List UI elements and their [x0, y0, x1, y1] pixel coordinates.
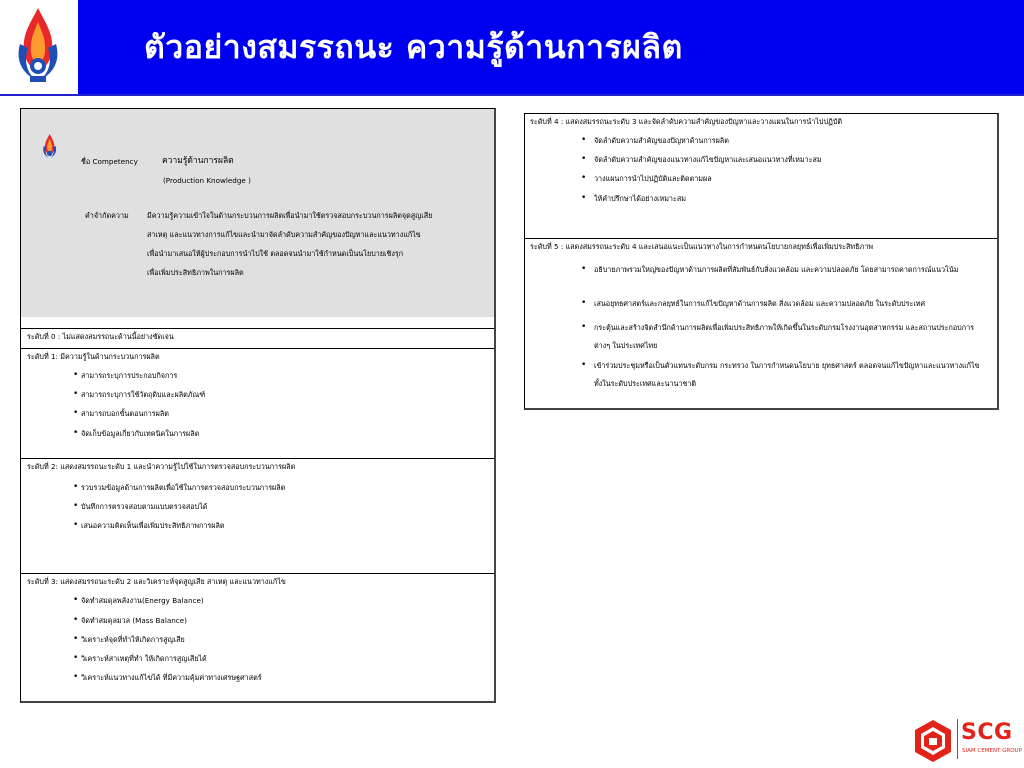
list-item: • จัดลำดับความสำคัญของปัญหาด้านการผลิต	[594, 136, 986, 145]
definition-label: คำจำกัดความ	[85, 211, 129, 220]
level-5-section	[525, 238, 997, 409]
list-item: • เสนอยุทธศาสตร์และกลยุทธ์ในการแก้ไขปัญหาด้านการผลิต สิ่งแวดล้อม และความปลอดภัย ในระดับประเทศ	[594, 299, 986, 308]
list-item: • อธิบายภาพรวมใหญ่ของปัญหาด้านการผลิตที่สัมพันธ์กับสิ่งแวดล้อม และความปลอดภัย โดยสามารถคาดการณ์แนวโน้ม	[594, 261, 986, 279]
competency-panel-right	[524, 113, 999, 410]
competency-panel-left	[20, 108, 496, 703]
list-item: • สามารถระบุการประกอบกิจการ	[81, 371, 177, 380]
scg-logo	[912, 716, 1024, 768]
competency-name-en: (Production Knowledge )	[163, 176, 251, 185]
level-2-section	[21, 458, 494, 574]
list-item: • จัดลำดับความสำคัญของแนวทางแก้ไขปัญหาและเสนอแนวทางที่เหมาะสม	[594, 155, 986, 164]
list-item: • เสนอความคิดเห็นเพื่อเพิ่มประสิทธิภาพการผลิต	[81, 521, 225, 530]
definition-line: มีความรู้ความเข้าใจในด้านกระบวนการผลิตเพื่อนำมาใช้ตรวจสอบกระบวนการผลิตจุดสูญเสีย	[147, 211, 433, 220]
list-item: • บันทึกการตรวจสอบตามแบบตรวจสอบได้	[81, 502, 207, 511]
list-item: • ให้คำปรึกษาได้อย่างเหมาะสม	[594, 194, 986, 203]
definition-line: สาเหตุ และแนวทางการแก้ไขและนำมาจัดลำดับความสำคัญของปัญหาและแนวทางแก้ไข	[147, 230, 421, 239]
competency-name-label: ชื่อ Competency	[81, 157, 138, 166]
level-4-section	[525, 114, 997, 238]
level-1-section	[21, 348, 494, 459]
list-item: • สามารถบอกขั้นตอนการผลิต	[81, 409, 169, 418]
list-item: • วางแผนการนำไปปฏิบัติและติดตามผล	[594, 174, 986, 183]
title-bar	[78, 0, 1024, 94]
ministry-small-logo-icon	[37, 128, 63, 166]
level-0-title: ระดับที่ 0 : ไม่แสดงสมรรถนะด้านนี้อย่างชัดเจน	[27, 332, 174, 341]
level-2-title: ระดับที่ 2: แสดงสมรรถนะระดับ 1 และนำความรู้ไปใช้ในการตรวจสอบกระบวนการผลิต	[27, 462, 296, 471]
level-0-section	[21, 328, 494, 349]
level-4-title: ระดับที่ 4 : แสดงสมรรถนะระดับ 3 และจัดลำดับความสำคัญของปัญหาและวางแผนในการนำไปปฏิบัติ	[530, 117, 843, 126]
header	[0, 0, 1024, 94]
scg-brand-subtitle: SIAM CEMENT GROUP	[962, 748, 1022, 754]
list-item: • จัดทำสมดุลมวล (Mass Balance)	[81, 616, 187, 625]
list-item: • จัดเก็บข้อมูลเกี่ยวกับเทคนิคในการผลิต	[81, 429, 199, 438]
definition-line: เพื่อนำมาเสนอให้ผู้ประกอบการนำไปใช้ ตลอดจนนำมาใช้กำหนดเป็นนโยบายเชิงรุก	[147, 249, 404, 258]
competency-name-value: ความรู้ด้านการผลิต	[162, 156, 234, 166]
level-3-title: ระดับที่ 3: แสดงสมรรถนะระดับ 2 และวิเคราะห์จุดสูญเสีย สาเหตุ และแนวทางแก้ไข	[27, 577, 286, 586]
list-item: • วิเคราะห์สาเหตุที่ทำ ให้เกิดการสูญเสียได้	[81, 654, 207, 663]
page-title: ตัวอย่างสมรรถนะ ความรู้ด้านการผลิต	[144, 28, 683, 66]
list-item: • รวบรวมข้อมูลด้านการผลิตเพื่อใช้ในการตรวจสอบกระบวนการผลิต	[81, 483, 285, 492]
competency-header-block	[21, 109, 494, 317]
level-3-section	[21, 573, 494, 702]
list-item: • สามารถระบุการใช้วัตถุดิบและผลิตภัณฑ์	[81, 390, 205, 399]
ministry-logo-icon	[0, 0, 78, 94]
scg-brand-name: SCG	[961, 720, 1013, 745]
list-item: • จัดทำสมดุลพลังงาน(Energy Balance)	[81, 596, 204, 605]
list-item: • วิเคราะห์จุดที่ทำให้เกิดการสูญเสีย	[81, 635, 185, 644]
definition-line: เพื่อเพิ่มประสิทธิภาพในการผลิต	[147, 268, 244, 277]
ministry-logo	[0, 0, 78, 94]
scg-divider	[957, 719, 958, 759]
header-rule	[0, 94, 1024, 96]
scg-emblem-icon	[912, 718, 954, 764]
list-item: • กระตุ้นและสร้างจิตสำนึกด้านการผลิตเพื่อเพิ่มประสิทธิภาพให้เกิดขึ้นในระดับกรมโรงงานอุตสาหกรรม และสถานประกอบการต่างๆ ในประเทศไทย	[594, 319, 986, 355]
level-5-title: ระดับที่ 5 : แสดงสมรรถนะระดับ 4 และเสนอแนะเป็นแนวทางในการกำหนดนโยบายกลยุทธ์เพื่อเพิ่มประสิทธิภาพ	[530, 242, 873, 251]
list-item: • เข้าร่วมประชุมหรือเป็นตัวแทนระดับกรม กระทรวง ในการกำหนดนโยบาย ยุทธศาสตร์ ตลอดจนแก้ไขปัญหาและแนวทางแก้ไขทั้งในระดับประเทศและนานาชาติ	[594, 357, 986, 393]
level-1-title: ระดับที่ 1: มีความรู้ในด้านกระบวนการผลิต	[27, 352, 160, 361]
list-item: • วิเคราะห์แนวทางแก้ไขได้ ที่มีความคุ้มค่าทางเศรษฐศาสตร์	[81, 673, 262, 682]
